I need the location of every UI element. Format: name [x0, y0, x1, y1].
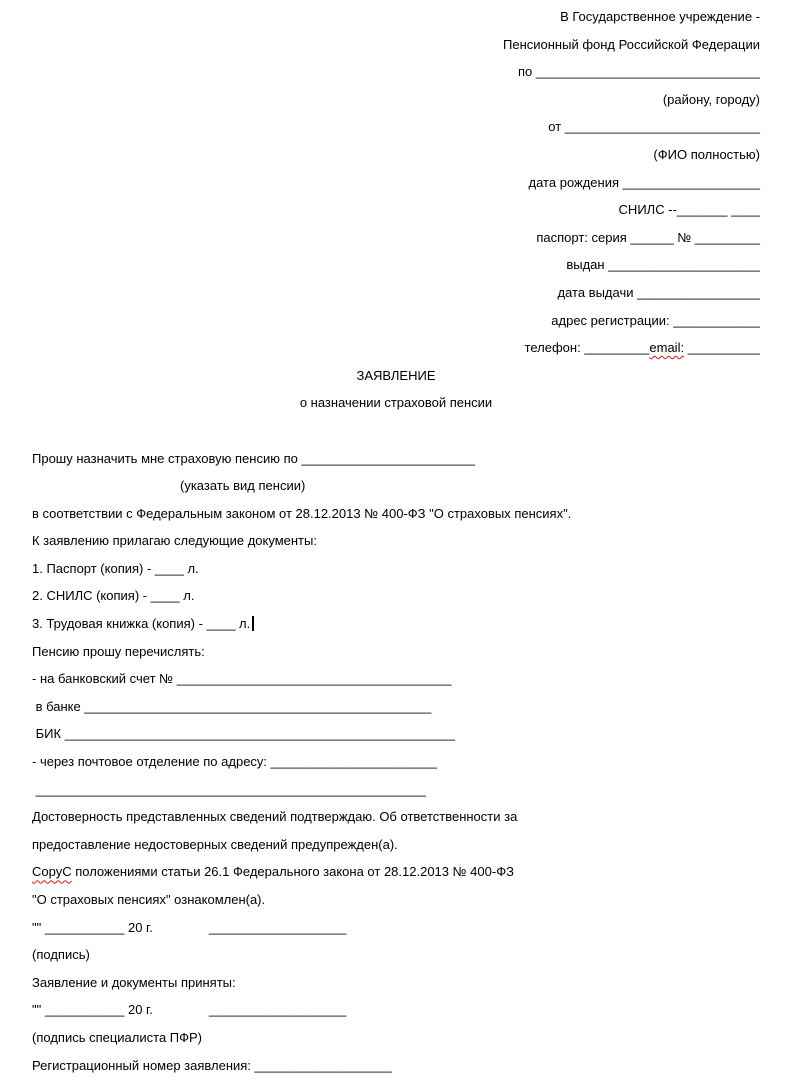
institution-line-2: Пенсионный фонд Российской Федерации [503, 36, 760, 52]
birth-date-line: дата рождения ___________________ [528, 174, 760, 190]
phone-blank: телефон: _________ [524, 340, 650, 356]
document-item-workbook [32, 610, 760, 638]
specialist-date-blank: "" ___________ 20 г. [32, 1002, 153, 1018]
specialist-signature-blank: ___________________ [208, 1002, 347, 1018]
addressee-header [32, 3, 760, 362]
transfer-intro: Пенсию прошу перечислять: [32, 643, 205, 659]
law-reference-line: в соответствии с Федеральным законом от 28.12.2013 № 400-ФЗ "О страховых пенсиях". [32, 505, 572, 521]
document-item-snils: 2. СНИЛС (копия) - ____ л. [32, 588, 195, 604]
email-blank: __________ [684, 340, 760, 356]
institution-line-1: В Государственное учреждение - [560, 9, 760, 24]
application-body [32, 445, 760, 914]
registration-number-line: Регистрационный номер заявления: ___________________ [32, 1057, 392, 1073]
applicant-date-blank: "" ___________ 20 г. [32, 919, 153, 935]
confirmation-line-2: предоставление недостоверных сведений предупрежден(а). [32, 836, 398, 852]
blank-line [32, 417, 760, 445]
bank-account-line: - на банковский счет № ______________________________________ [32, 671, 452, 687]
post-office-line: - через почтовое отделение по адресу: _______________________ [32, 754, 437, 770]
accepted-line: Заявление и документы приняты: [32, 974, 236, 990]
applicant-signature-blank: ___________________ [208, 919, 347, 935]
from-blank-line: от ___________________________ [548, 119, 760, 135]
request-line: Прошу назначить мне страховую пенсию по ________________________ [32, 450, 475, 466]
acknowledge-line-2: "О страховых пенсиях" ознакомлен(а). [32, 892, 266, 907]
email-label-misspelled: email: [649, 340, 685, 356]
confirmation-line-1: Достоверность представленных сведений подтверждаю. Об ответственности за [32, 809, 518, 825]
passport-line: паспорт: серия ______ № _________ [536, 229, 760, 245]
post-office-continuation-line: ______________________________________________________ [32, 781, 427, 797]
document-item-passport: 1. Паспорт (копия) - ____ л. [32, 560, 199, 576]
applicant-signature-row [32, 914, 760, 942]
from-hint: (ФИО полностью) [653, 146, 760, 162]
pension-type-hint: (указать вид пенсии) [180, 478, 306, 494]
signature-footer [32, 914, 760, 1080]
document-item-workbook-text: 3. Трудовая книжка (копия) - ____ л. [32, 616, 251, 632]
specialist-signature-hint: (подпись специалиста ПФР) [32, 1029, 203, 1045]
issue-date-line: дата выдачи _________________ [557, 284, 760, 300]
title-subheading: о назначении страховой пенсии [299, 395, 493, 411]
acknowledge-rest: положениями статьи 26.1 Федерального закона от 28.12.2013 № 400-ФЗ [71, 864, 514, 880]
phone-email-line [32, 334, 760, 362]
bank-name-line: в банке ________________________________________________ [32, 698, 432, 714]
document-title [32, 362, 760, 417]
acknowledge-misspelled-word: СоруС [32, 864, 72, 880]
title-heading: ЗАЯВЛЕНИЕ [356, 367, 436, 383]
registration-address-line: адрес регистрации: ____________ [551, 312, 760, 328]
bik-line: БИК ______________________________________________________ [32, 726, 456, 742]
applicant-signature-hint: (подпись) [32, 947, 90, 963]
district-blank-line: по _______________________________ [517, 64, 760, 80]
passport-issued-line: выдан _____________________ [566, 257, 760, 273]
documents-intro: К заявлению прилагаю следующие документы: [32, 533, 317, 549]
acknowledge-line-1 [32, 858, 760, 886]
text-cursor [252, 616, 253, 631]
district-hint: (району, городу) [662, 91, 760, 107]
snils-line: СНИЛС --_______ ____ [618, 202, 760, 218]
specialist-signature-row [32, 996, 760, 1024]
